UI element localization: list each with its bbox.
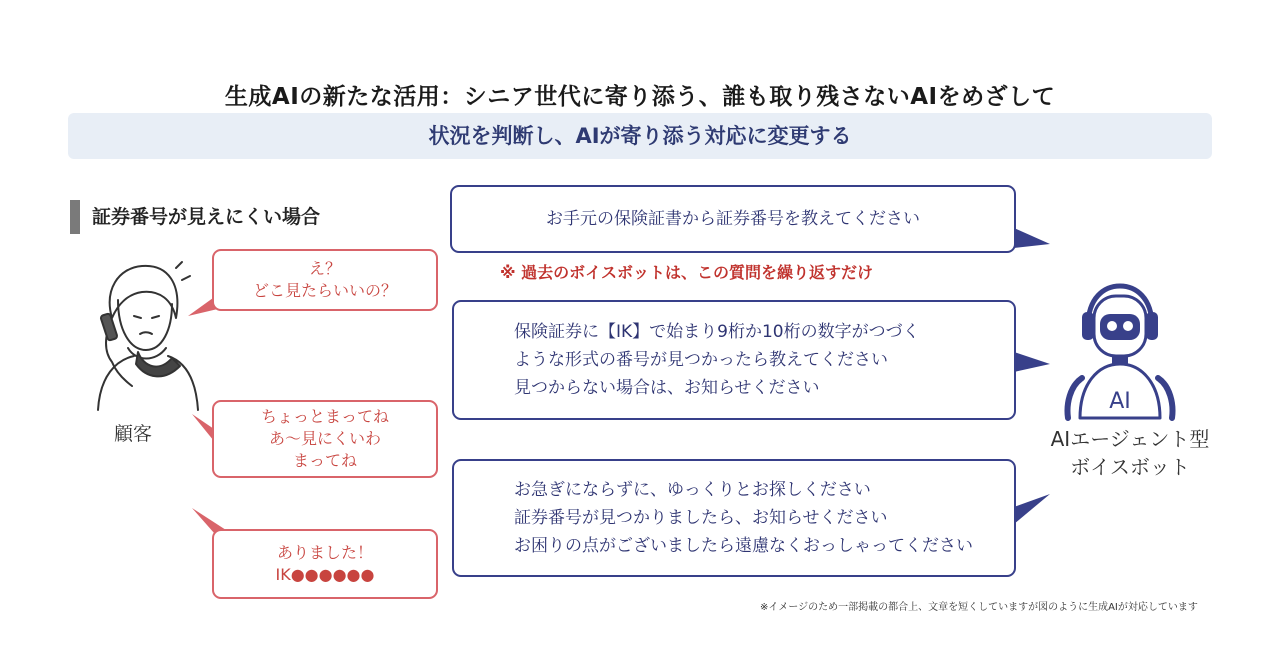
ai-bubble-1-tail (1014, 228, 1050, 248)
section-marker (70, 200, 80, 234)
ai-bubble-2-line-2: ような形式の番号が見つかったら教えてください (514, 350, 888, 370)
ai-bubble-3-line-3: お困りの点がございましたら遠慮なくおっしゃってください (514, 536, 973, 556)
customer-bubble-3 (212, 529, 438, 599)
senior-customer-icon (98, 262, 198, 410)
customer-bubble-1 (212, 249, 438, 311)
section-label: 証券番号が見えにくい場合 (92, 206, 321, 228)
ai-bubble-3-tail (1014, 494, 1050, 524)
ai-bubble-2-tail (1014, 352, 1050, 372)
ai-bubble-3-line-1: お急ぎにならずに、ゆっくりとお探しください (514, 480, 871, 500)
footnote: ※イメージのため一部掲載の都合上、文章を短くしていますが図のように生成AIが対応しています (760, 602, 1198, 613)
robot-icon (1068, 286, 1173, 418)
ai-bubble-1 (450, 185, 1016, 253)
customer-bubble-3-line-1: ありました！ (276, 543, 373, 562)
page-title: 生成AIの新たな活用：シニア世代に寄り添う、誰も取り残さないAIをめざして (224, 84, 1056, 110)
customer-label: 顧客 (114, 423, 153, 445)
ai-bubble-2-line-1: 保険証券に【IK】で始まり9桁か10桁の数字がつづく (514, 322, 920, 342)
customer-bubble-1-line-1: え？ (308, 259, 341, 278)
customer-bubble-3-line-2: IK●●●●●● (275, 565, 375, 584)
ai-bubble-1-line-1: お手元の保険証書から証券番号を教えてください (546, 209, 920, 229)
ai-bubble-2-line-3: 見つからない場合は、お知らせください (514, 378, 820, 398)
ai-bubble-3 (452, 459, 1016, 577)
customer-bubble-2-line-1: ちょっとまってね (260, 407, 389, 426)
robot-chest-label: AI (1109, 389, 1131, 414)
ai-bubble-2 (452, 300, 1016, 420)
customer-bubble-2 (212, 400, 438, 478)
ai-label-line-2: ボイスボット (1070, 455, 1190, 479)
legacy-bot-note: ※ 過去のボイスボットは、この質問を繰り返すだけ (500, 263, 873, 282)
ai-bubble-3-line-2: 証券番号が見つかりましたら、お知らせください (514, 508, 888, 528)
customer-bubble-2-line-3: まってね (292, 451, 357, 470)
customer-bubble-2-line-2: あ～見にくいわ (268, 429, 381, 448)
ai-label-line-1: AIエージェント型 (1050, 427, 1210, 451)
customer-bubble-1-line-2: どこ見たらいいの？ (252, 281, 397, 300)
subtitle-banner: 状況を判断し、AIが寄り添う対応に変更する (68, 113, 1212, 159)
